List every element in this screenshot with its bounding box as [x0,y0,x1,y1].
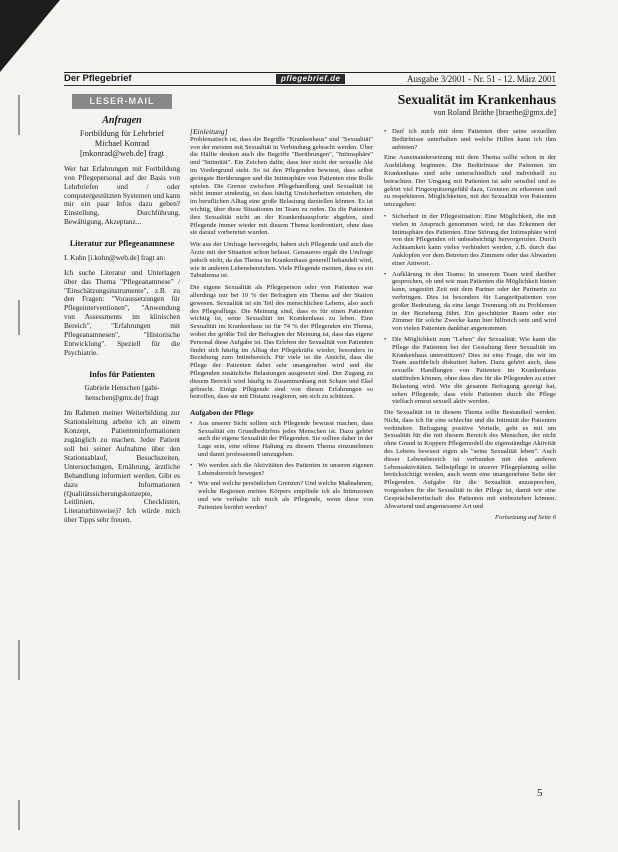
scan-artifact [18,640,20,680]
scan-artifact [18,95,20,135]
query-person: Michael Konrad [94,138,150,148]
article-column-right [384,128,556,522]
patient-info-heading: Infos für Patienten [89,369,155,379]
section-heading: Aufgaben der Pflege [190,408,254,418]
query-email: [mkonrad@web.de] fragt [79,148,165,158]
anfragen-heading: Anfragen [102,114,142,126]
issue-info: Ausgabe 3/2001 - Nr. 51 - 12. März 2001 [407,74,556,84]
site-banner: pflegebrief.de [276,74,345,84]
header-rule [64,85,556,86]
list-item: • Sicherheit in der Pflegesituation: Eine Möglichkeit, die mit vielen in Anspruch genommen wird, ist das Erkennen der Intimsphäre des Patienten. Eine Störung der Intimsphäre wird von den Pflegenden oft unbeabsichtigt hervorgerufen. Durch Achtsamkeit kann vieles verhindert werden, z.B. durch das Anklopfen vor dem Betreten des Zimmers oder das Abwarten einer Antwort. [384,212,556,267]
paragraph: Die Sexualität ist in diesem Thema sollte Bestandteil werden. Nicht, dass ich für eine schlechte und die Intimität der Patienten verhindere. Befragung positive Vorteile, geht es mit um Sexualität für die mit diesem Bereich des Menschen, der nicht ohne Grund in Koppers Pflegemodell die eigenständige Aktivität des Lebens bewusst eigen als "seine Sexualität leben". Auch dieser Lebensbereich ist verbunden mit den anderen Lebensaktivitäten. Selbstpflege in unserer Pflegeplanung sollte berücksichtigt werden, auch wenn eine unangenehme Seite der Pflegenden. Aufgabe für die Sexualität anzusprechen, vorgesehen für die Sexualität in der Pflege ist, damit wir eine Gesprächsbereitschaft des Patienten mit einbeziehen können. Abwartend und angemessene Art und [384,409,556,510]
intro-label: [Einleitung] [190,127,228,136]
article-column-middle [190,128,373,515]
page-header [64,72,556,85]
literature-heading: Literatur zur Pflegeanamnese [69,239,175,249]
query-body: Wer hat Erfahrungen mit Fortbildung von Pflegepersonal auf der Basis von Lehrbriefen und / oder computergestützten Systemen und kann mir ein paar Infos dazu geben? Einstellung, Durchführung, Bewältigung, Akzeptanz... [64,163,180,227]
scan-artifact [18,300,20,335]
magazine-name: Der Pflegebrief [64,73,132,84]
paragraph: Problematisch ist, dass die Begriffe "Krankenhaus" und "Sexualität" von der meisten mit Sexualität in Verbindung gebracht werden. Über die Hälfte denken auch die Begriffe "Berührungen", "Intimsphäre" und "Intimität". Ein Zeichen dafür, dass hier nicht der sexuelle Akt im Vordergrund steht. So ist den Pflegenden bewusst, dass selbst geringste Berührungen und die Intimsphäre von Patienten eine Rolle spielen. Die Grenze zwischen Pflegehandlung und Sexualität ist nicht immer eindeutig, so dass häufig Unsicherheiten entstehen, die im beruflichen Alltag eine große Belastung darstellen können. Es ist wichtig, über diese Situationen im Team zu reden. Da die Patienten ihre Sexualität nicht an der Krankenhauspforte abgeben, sind Pflegende immer wieder mit diesem Thema konfrontiert, ohne dass sie darauf vorbereitet wurden. [190,135,373,237]
list-item: • Wie und welche persönlichen Grenzen? Und welche Maßnahmen, welche Regionen meines Körpers empfinde ich als Intimzonen und wie verhalte ich mich als Pflegende, wenn diese von Patienten berührt werden? [190,480,373,511]
paragraph: Eine Auseinandersetzung mit dem Thema sollte schon in der Ausbildung beginnen. Die Bedürfnisse der Patienten im Krankenhaus sind sehr unterschiedlich und individuell zu betrachten. Der Umgang mit Patienten ist sehr sensibel und es gehört viel Fingerspitzengefühl dazu, Grenzen zu erkennen und zu respektieren. Möglichkeiten, mit der Sexualität von Patienten umzugehen: [384,154,556,209]
scan-corner-mark [0,0,60,72]
article-title: Sexualität im Krankenhaus [397,92,556,107]
list-item: • Wo werden sich die Aktivitäten des Patienten in unseren eigenen Lebensbereich bewegen? [190,461,373,477]
literature-person: I. Kuhn [i.kuhn@web.de] fragt an: [64,252,166,262]
continuation-note: Fortsetzung auf Seite 6 [495,514,556,522]
patient-info-body: Im Rahmen meiner Weiterbildung zur Stationsleitung arbeite ich an einem Konzept, Patienteninformationen zugänglich zu machen. Jeder Patient soll bei seiner Aufnahme über den Stationsablauf, Besuchszeiten, Untersuchungen, Ernährung, ärztliche Behandlung informiert werden. Gibt es dazu Informationen (Qualitätssicherungskonzepte, Leitlinien, Checklisten, Literaturhinweise)? Ich würde mich über Tipps sehr freuen. [64,408,180,525]
list-item: • Aus unserer Sicht sollten sich Pflegende bewusst machen, dass Sexualität ein Grundbedürfnis jedes Menschen ist. Dazu gehört auch die eigene Sexualität der Pflegenden. Sie sollten daher in der Lage sein, eine offene Haltung zu diesem Thema einzunehmen und damit professionell umzugehen. [190,419,373,459]
paragraph: Die eigene Sexualität als Pflegeperson oder von Patienten war allerdings nur bei 10 % der Befragten ein Thema auf der Station gewesen. Sexualität ist ein Teil des menschlichen Lebens, also auch des Pflegealltags. Die Meinung sind, dass es für einen Patienten wichtig ist, seine Sexualität im Krankenhaus zu leben. Eine Sexualität im Krankenhaus ist für 74 % der Pflegenden ein Thema, wobei der größte Teil der Befragten der Meinung ist, dass das eigene Personal diese Aufgabe ist. Das Erleben der Sexualität von Patienten findet sich häufig im Alltag der Pflegekräfte wieder, besonders in Beziehung zum Intimbereich. Für viele ist die Ansicht, dass die Pflege der Patienten dabei sehr unangenehm wird und die Pflegenden zusätzliche Belastungen ausgesetzt sind. Der Zugang zu diesem Bereich wird häufig in Zusammenhang mit Scham und Ekel gebracht. Einige Pflegende sind von diesen Erfahrungen so betroffen, dass sie mit Distanz reagieren, um sich zu schützen. [190,284,373,401]
scan-artifact [18,800,20,830]
list-item: • Die Möglichkeit zum "Leben" der Sexualität: Wie kann die Pflege die Patienten bei der Gestaltung ihrer Sexualität im Krankenhaus unterstützen? Dies ist eine Frage, die wir im Team ausführlich diskutiert haben. Dazu gehört auch, dass sexuelle Handlungen von Patienten im Krankenhaus stattfinden können, ohne dass dies für die Pflegenden zu einer Belastung wird. Wie die gesamte Befragung gezeigt hat, sehen Pflegende, dass viele Patienten durch die Pflege vielfach erneut sexuell aktiv werden. [384,335,556,406]
list-item: • Aufklärung in den Teams: In unserem Team wird darüber gesprochen, ob und wie man Patienten die Möglichkeit bieten kann, ungestört Zeit mit dem Partner oder der Partnerin zu verbringen. Dies ist besonders für Langzeitpatienten von großer Bedeutung, da eine lange Trennung oft zu Problemen in der Beziehung führt. Ein geschützter Raum oder ein Zimmer für solche Zwecke kann hier hilfreich sein und wird von vielen Patienten dankbar angenommen. [384,270,556,333]
article-author: von Roland Bräthe [braethe@gmx.de] [433,108,556,117]
page-number: 5 [537,787,543,799]
list-item: • Darf ich mich mit dem Patienten über seine sexuellen Bedürfnisse unterhalten und welche Hilfen kann ich ihm anbieten? [384,128,556,151]
query-topic: Fortbildung für Lehrbrief [79,128,165,138]
section-badge: LESER-MAIL [72,94,172,109]
paragraph: Wie aus der Umfrage hervorgeht, haben sich Pflegende und auch die Ärzte mit der Situation schon befasst. Genaueres ergab die Umfrage jedoch nicht, da das Thema im Krankenhaus generell behandelt wird, wie in anderen Lebensbereichen. Viele Pflegende meinen, dass es ein Tabuthema ist. [190,241,373,280]
leser-mail-sidebar [64,90,180,525]
patient-info-person: Gabriele Henschen [gabi-henschen@gmx.de] fragt [84,383,160,403]
literature-body: Ich suche Literatur und Unterlagen über das Thema "Pflegeanamnese" / "Einschätzungsinstrumente", z.B. zu den Fragen: "Voraussetzungen für Pflegeinterventionen", "Anwendung von Assessments im klinischen Bereich", "Erfahrungen mit Pflegeanamnesen", "Historische Entwicklung". Speziell für die Psychiatrie. [64,267,180,357]
